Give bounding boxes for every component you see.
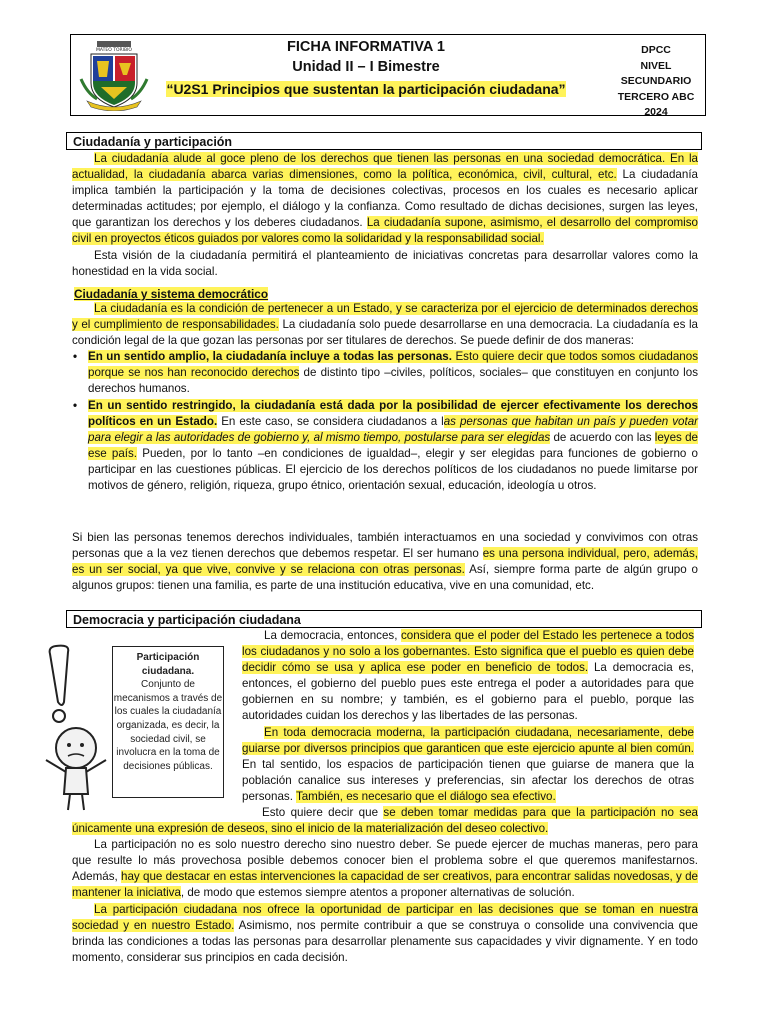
section3-paragraph-4: La participación no es solo nuestro derecho sino nuestro deber. Se puede ejercer de muchas maneras, pero para que resulte lo más provechosa posible debemos conocer bien el problema sobre el que queremos manifestarnos. Además, hay que destacar en estas intervenciones la capacidad de ser creativos, para encontrar salidas novedosas, y de mantener la iniciativa, de modo que estemos siempre atentos a proponer alternativas de solución. [72, 838, 698, 900]
section3-side-text [242, 628, 694, 805]
unit-title: Unidad II – I Bimestre [292, 59, 440, 75]
ciudadania-definitions-list [72, 349, 698, 494]
list-item: • En un sentido amplio, la ciudadanía incluye a todas las personas. Esto quiere decir que todos somos ciudadanos porque se nos han reconocido derechos de distinto tipo –civiles, políticos, sociales– que constituyen en conjunto los derechos humanos. [88, 349, 698, 397]
section-heading-democracia: Democracia y participación ciudadana [66, 610, 702, 628]
section-heading-ciudadania: Ciudadanía y participación [66, 132, 702, 150]
logo-text: MATEO TORIBIO [96, 48, 132, 53]
section2-closing-text [72, 530, 698, 594]
section1-paragraph-2: Esta visión de la ciudadanía permitirá el planteamiento de iniciativas concretas para desarrollar valores como la honestidad en la vida social. [72, 248, 698, 278]
section3-paragraph-2: En toda democracia moderna, la participación ciudadana, necesariamente, debe guiarse por diversos principios que garanticen que este ejercicio apunte al bien común. En tal sentido, los espacios de participación tienen que guiarse de manera que la población canalice sus intereses y preferencias, sin afectar los derechos de otras personas. También, es necesario que el diálogo sea efectivo. [242, 725, 694, 803]
section1-text [72, 151, 698, 280]
list-item: • En un sentido restringido, la ciudadanía está dada por la posibilidad de ejercer efectivamente los derechos políticos en un Estado. En este caso, se considera ciudadanos a las personas que habitan un país y pueden votar para elegir a las autoridades de gobierno y, al mismo tiempo, postularse para ser elegidas de acuerdo con las leyes de ese país. Pueden, por lo tanto –en condiciones de igualdad–, elegir y ser elegidas para funciones de gobierno o participar en las cuestiones públicas. El ejercicio de los derechos políticos de los ciudadanos no puede limitarse por motivos de género, religión, riqueza, grupo étnico, orientación sexual, educación, ideología u otros. [88, 398, 698, 495]
page-title: FICHA INFORMATIVA 1 [287, 39, 445, 55]
section3-paragraph-1: La democracia, entonces, considera que el poder del Estado les pertenece a todos los ciudadanos y no solo a los gobernantes. Esto significa que el pueblo es quien debe decidir cómo se usa y aplica ese poder en beneficio de todos. La democracia es, entonces, el gobierno del pueblo pues este entrega el poder a autoridades para que gobiernen en su nombre; y también, es el gobierno para el pueblo, porque las autoridades cuidan los derechos y las libertades de las personas. [242, 629, 695, 723]
school-crest-logo [77, 39, 151, 111]
section3-paragraph-5: La participación ciudadana nos ofrece la oportunidad de participar en las decisiones que se toman en nuestra sociedad y en nuestro Estado. Asimismo, nos permite contribuir a que se construya o consolide una convivencia que brinda las condiciones a todas las personas para desarrollar plenamente sus capacidades y vivir dignamente. Y en todo momento, considerar sus principios en cada decisión. [72, 902, 698, 964]
section2-text [72, 301, 698, 494]
subheading-sistema-democratico: Ciudadanía y sistema democrático [74, 287, 269, 301]
grade-line: TERCERO ABC [617, 90, 695, 103]
level-line: NIVEL SECUNDARIO [620, 59, 692, 87]
section2-paragraph-1: La ciudadanía es la condición de pertenecer a un Estado, y se caracteriza por el ejercicio de determinados derechos y el cumplimiento de responsabilidades. La ciudadanía solo puede desarrollarse en una democracia. La ciudadanía es la condición legal de la que gozan las personas por ser titulares de derechos. Se puede definir de dos maneras: [72, 302, 698, 348]
section3-paragraph-3: Esto quiere decir que se deben tomar medidas para que la participación no sea únicamente una expresión de deseos, sino el inicio de la materialización del deseo colectivo. [72, 806, 698, 836]
definition-title: Participación ciudadana. [136, 652, 200, 677]
section1-paragraph-1: La ciudadanía alude al goce pleno de los derechos que tienen las personas en una sociedad democrática. En la actualidad, la ciudadanía abarca varias dimensiones, como la política, económica, civil, cultural, etc. La ciudadanía implica también la participación y la toma de decisiones colectivas, procesos en los cuales es necesario aplicar determinadas actitudes; por ejemplo, el diálogo y la confianza. Como resultado de dichas decisiones, surgen las leyes, que garantizan los derechos y los deberes ciudadanos. La ciudadanía supone, asimismo, el desarrollo del compromiso civil en proyectos éticos guiados por valores como la solidaridad y la responsabilidad social. [72, 152, 698, 246]
header-center [161, 37, 571, 99]
section3-full-text [72, 805, 698, 966]
session-title: “U2S1 Principios que sustentan la participación ciudadana” [166, 81, 566, 97]
course-line: DPCC [641, 44, 671, 56]
year-line: 2024 [644, 106, 668, 118]
header-course-info [607, 43, 705, 121]
definition-body: Conjunto de mecanismos a través de los cuales la ciudadanía organizada, es decir, la sociedad civil, se involucra en la toma de decisiones públicas. [113, 679, 223, 772]
section2-paragraph-2: Si bien las personas tenemos derechos individuales, también interactuamos en una sociedad y convivimos con otras personas que a la vez tienen derechos que debemos respetar. El ser humano es una persona individual, pero, además, es un ser social, ya que vive, convive y se relaciona con otras personas. Así, siempre forma parte de algún grupo o algunos grupos: tienen una familia, es parte de una institución educativa, vive en una comunidad, etc. [72, 531, 699, 593]
definition-box [112, 646, 224, 798]
header-box [70, 34, 706, 116]
